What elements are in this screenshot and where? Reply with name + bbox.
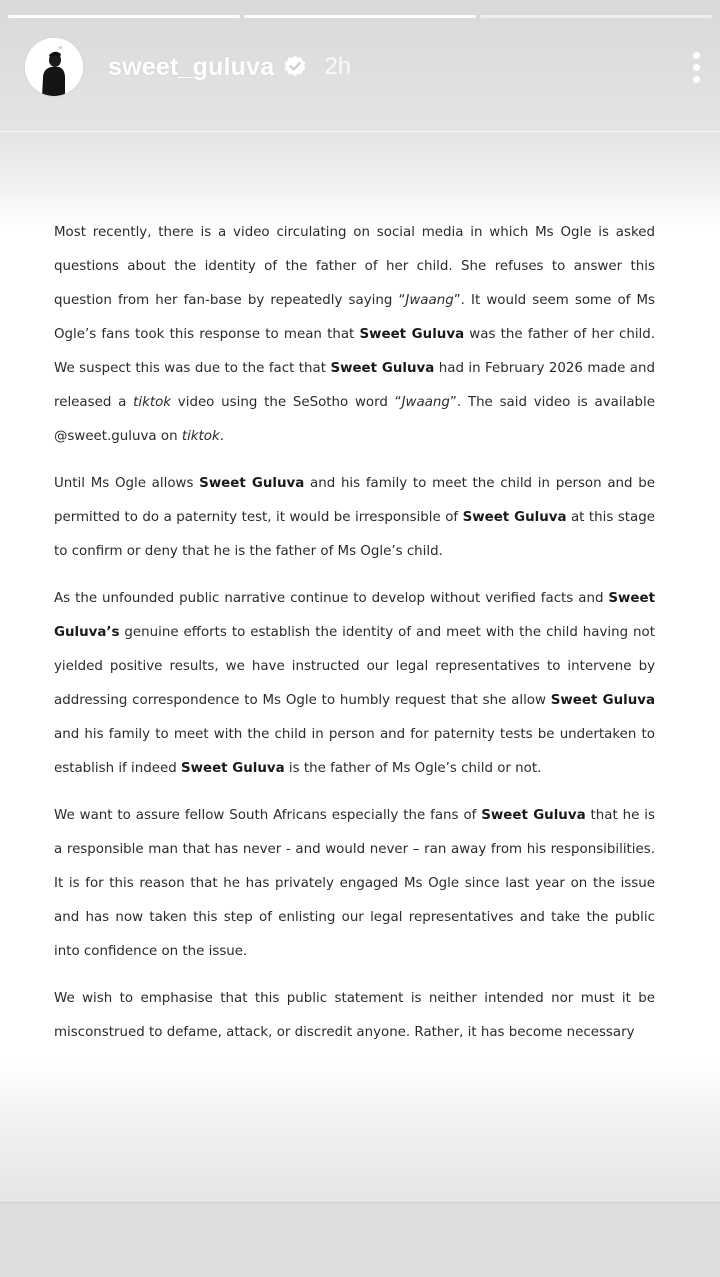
statement-paragraph	[54, 467, 655, 569]
dot	[693, 52, 700, 59]
story-progress-bar	[8, 15, 712, 18]
text-run: and his family to meet the child in person and be permitted to do a paternity test, it would be irresponsible of	[54, 476, 655, 525]
statement-paragraph	[54, 982, 655, 1050]
text-run: Most recently, there is a video circulating on social media in which Ms Ogle is asked questions about the identity of the father of her child. She refuses to answer this question from her fan-base by repeatedly saying “	[54, 225, 655, 308]
italic-text: Jwaang	[401, 395, 450, 410]
progress-segment	[480, 15, 712, 18]
statement-paragraph	[54, 799, 655, 969]
text-run: at this stage to confirm or deny that he is the father of Ms Ogle’s child.	[54, 510, 655, 559]
bold-text: Sweet Guluva	[330, 361, 435, 376]
statement-paragraph	[54, 216, 655, 454]
text-run: As the unfounded public narrative continue to develop without verified facts and	[54, 591, 609, 606]
text-run: was the father of her child. We suspect this was due to the fact that	[54, 327, 656, 376]
text-run: genuine efforts to establish the identity of and meet with the child having not yielded positive results, we have instructed our legal representatives to intervene by addressing correspondence to Ms Ogle to humbly request that she allow	[54, 625, 655, 708]
header-divider	[0, 131, 720, 132]
text-run: We wish to emphasise that this public statement is neither intended nor must it be misconstrued to defame, attack, or discredit anyone. Rather, it has become necessary	[54, 991, 655, 1040]
dot	[693, 64, 700, 71]
text-run: is the father of Ms Ogle’s child or not.	[284, 761, 542, 776]
text-run: had in February 2026 made and released a	[54, 361, 655, 410]
dot	[693, 76, 700, 83]
text-run: We want to assure fellow South Africans especially the fans of	[54, 808, 482, 823]
text-run: ”. It would seem some of Ms Ogle’s fans took this response to mean that	[54, 293, 655, 342]
verified-badge-icon	[282, 54, 308, 80]
story-footer	[0, 1202, 720, 1277]
text-run: that he is a responsible man that has never - and would never – ran away from his responsibilities. It is for this reason that he has privately engaged Ms Ogle since last year on the issue and has now taken this step of enlisting our legal representatives and take the public into confidence on the issue.	[54, 808, 655, 959]
story-header	[24, 36, 696, 98]
text-run: ”. The said video is available @sweet.guluva on	[54, 395, 655, 444]
italic-text: Jwaang	[405, 293, 454, 308]
statement-paragraph	[54, 582, 655, 786]
bold-text: Sweet Guluva	[462, 510, 567, 525]
statement-document	[54, 216, 655, 1063]
text-run: and his family to meet with the child in person and for paternity tests be undertaken to establish if indeed	[54, 727, 655, 776]
bold-text: Sweet Guluva	[550, 693, 655, 708]
more-options-icon[interactable]	[692, 52, 700, 83]
avatar[interactable]	[24, 37, 84, 97]
story-timestamp: 2h	[324, 53, 352, 80]
progress-segment	[244, 15, 476, 18]
bold-text: Sweet Guluva	[481, 808, 586, 823]
italic-text: tiktok	[181, 429, 220, 444]
progress-segment	[8, 15, 240, 18]
bold-text: Sweet Guluva’s	[54, 591, 655, 640]
bold-text: Sweet Guluva	[359, 327, 465, 342]
story-username[interactable]: sweet_guluva	[108, 52, 275, 81]
bold-text: Sweet Guluva	[199, 476, 305, 491]
profile-picture-icon	[25, 38, 83, 96]
italic-text: tiktok	[133, 395, 172, 410]
text-run: .	[219, 429, 225, 444]
text-run: Until Ms Ogle allows	[54, 476, 200, 491]
text-run: video using the SeSotho word “	[171, 395, 402, 410]
bold-text: Sweet Guluva	[180, 761, 285, 776]
